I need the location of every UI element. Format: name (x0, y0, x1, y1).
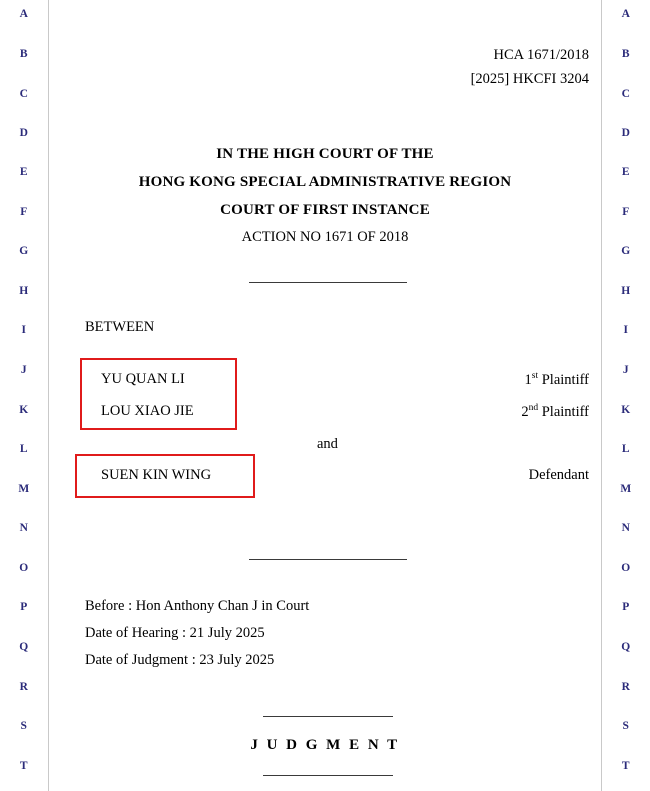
margin-letter-left-b: B (19, 48, 29, 60)
between-label: BETWEEN (85, 319, 155, 335)
margin-letter-left-f: F (20, 206, 28, 218)
margin-letter-left-j: J (20, 364, 28, 376)
margin-letter-right-c: C (621, 88, 631, 100)
margin-letter-left-a: A (19, 8, 29, 20)
margin-letter-right-i: I (623, 324, 629, 336)
divider-judgment-top (263, 716, 393, 717)
margin-letter-left-h: H (19, 285, 29, 297)
margin-letter-left-p: P (20, 601, 28, 613)
judgment-title: J U D G M E N T (250, 737, 400, 753)
case-number-line1: HCA 1671/2018 (493, 47, 589, 63)
margin-letter-left-n: N (19, 522, 29, 534)
margin-letter-left-i: I (21, 324, 27, 336)
court-heading-line1: IN THE HIGH COURT OF THE (216, 146, 434, 162)
margin-letter-right-j: J (622, 364, 630, 376)
margin-letter-left-d: D (19, 127, 29, 139)
divider-middle (249, 559, 407, 560)
margin-letter-left-g: G (19, 245, 29, 257)
plaintiff-1-role (525, 371, 589, 389)
margin-letter-left-c: C (19, 88, 29, 100)
before-judge-line: Before : Hon Anthony Chan J in Court (85, 598, 310, 614)
margin-letter-right-h: H (621, 285, 631, 297)
case-number-line2: [2025] HKCFI 3204 (470, 71, 589, 87)
plaintiff-2-role (521, 403, 589, 421)
margin-letter-right-e: E (621, 166, 631, 178)
and-connector: and (317, 436, 338, 452)
margin-letter-right-r: R (621, 681, 631, 693)
plaintiffs-names-highlight (80, 358, 237, 430)
margin-letter-left-r: R (19, 681, 29, 693)
margin-letter-right-l: L (621, 443, 631, 455)
defendant-role: Defendant (528, 467, 589, 483)
plaintiff-2-role-number: 2 (521, 403, 529, 420)
plaintiff-1-role-number: 1 (524, 371, 532, 388)
divider-top (249, 282, 407, 283)
defendant-name-highlight (75, 454, 255, 498)
margin-letter-left-q: Q (19, 641, 29, 653)
margin-letter-right-q: Q (621, 641, 631, 653)
right-margin-letters (602, 0, 650, 791)
margin-letter-right-s: S (622, 720, 630, 732)
margin-letter-right-m: M (620, 483, 632, 495)
margin-letter-left-m: M (18, 483, 30, 495)
margin-letter-right-n: N (621, 522, 631, 534)
margin-letter-right-p: P (622, 601, 630, 613)
plaintiff-1-name: YU QUAN LI (101, 371, 185, 387)
defendant-name: SUEN KIN WING (101, 467, 212, 483)
date-of-judgment-line: Date of Judgment : 23 July 2025 (85, 652, 275, 668)
margin-letter-right-f: F (622, 206, 630, 218)
plaintiff-2-name: LOU XIAO JIE (101, 403, 194, 419)
court-heading-line2: HONG KONG SPECIAL ADMINISTRATIVE REGION (138, 174, 512, 190)
date-of-hearing-line: Date of Hearing : 21 July 2025 (85, 625, 265, 641)
margin-letter-left-k: K (19, 404, 29, 416)
action-number: ACTION NO 1671 OF 2018 (241, 229, 409, 245)
margin-letter-right-a: A (621, 8, 631, 20)
margin-letter-left-e: E (19, 166, 29, 178)
margin-letter-left-s: S (20, 720, 28, 732)
margin-letter-right-g: G (621, 245, 631, 257)
plaintiff-2-role-ordinal: nd (528, 403, 539, 413)
margin-letter-right-t: T (621, 760, 631, 772)
margin-letter-left-t: T (19, 760, 29, 772)
margin-letter-right-b: B (621, 48, 631, 60)
margin-letter-left-l: L (19, 443, 29, 455)
document-body (49, 0, 601, 791)
margin-letter-right-d: D (621, 127, 631, 139)
plaintiff-1-role-text: Plaintiff (538, 371, 589, 388)
margin-letter-right-o: O (621, 562, 631, 574)
margin-letter-right-k: K (621, 404, 631, 416)
margin-letter-left-o: O (19, 562, 29, 574)
plaintiff-1-role-ordinal: st (531, 371, 539, 381)
court-heading-line3: COURT OF FIRST INSTANCE (220, 202, 430, 218)
divider-judgment-bottom (263, 775, 393, 776)
left-margin-letters (0, 0, 48, 791)
plaintiff-2-role-text: Plaintiff (538, 403, 589, 420)
